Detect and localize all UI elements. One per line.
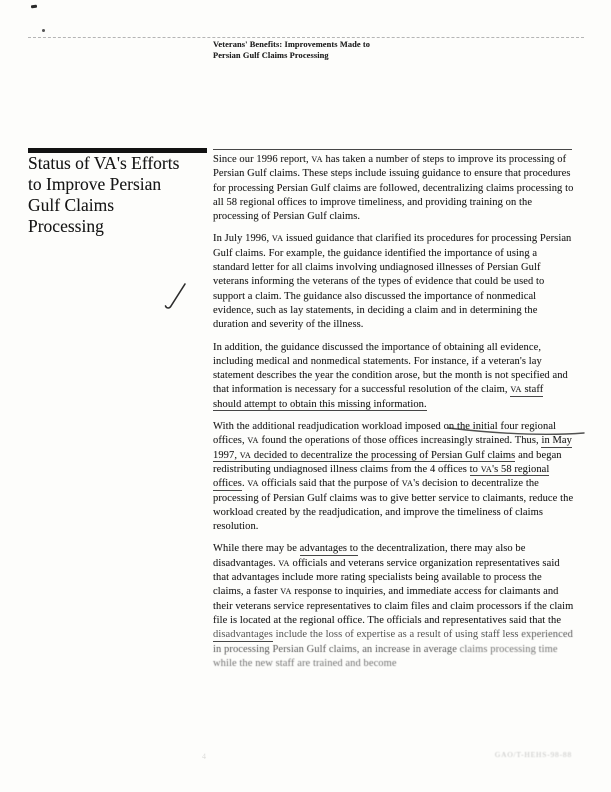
section-heading-line: to Improve Persian: [28, 174, 162, 194]
va-smallcaps: VA: [510, 385, 522, 395]
va-smallcaps: VA: [278, 558, 290, 568]
running-header: [213, 40, 370, 61]
body-paragraph: In addition, the guidance discussed the importance of obtaining all evidence, including medical and nonmedical statements. For instance, if a veteran's lay statement describes the year the condition arose, but the month is not specified and that information is necessary for a successful resolution of the claim, VA staff should attempt to obtain this missing information.: [213, 341, 568, 410]
page-number: 4: [202, 752, 206, 761]
section-heading-bar: [28, 148, 207, 153]
body-paragraph: While there may be advantages to the decentralization, there may also be disadvantages. VA officials and veterans service organization representatives said that advantages include more rating specialists being available to process the claims, a faster VA response to inquiries, and immediate access for claimants and their veterans service representatives to claim files and claim processors if the claim file is located at the regional office. The officials and representatives said that the disadvantages include the loss of expertise as a result of using staff less experienced in processing Persian Gulf claims, an increase in average claims processing time while the new staff are trained and become: [213, 543, 574, 669]
va-smallcaps: VA: [480, 464, 493, 474]
body-paragraph: With the additional readjudication workload imposed on the initial four regional offices, VA found the operations of those offices increasingly strained. Thus, in May 1997, VA decided to decentralize the processing of Persian Gulf claims and began redistributing undiagnosed illness claims from the 4 offices to VA's 58 regional offices. VA officials said that the purpose of VA's decision to decentralize the processing of Persian Gulf claims was to give better service to claimants, reduce the workload created by the readjudication, and improve the timeliness of claims resolution.: [213, 421, 574, 533]
scan-speck: [31, 5, 37, 9]
report-number: GAO/T-HEHS-98-88: [494, 750, 572, 759]
va-smallcaps: VA: [239, 450, 252, 460]
body-text-column: [213, 153, 574, 679]
va-smallcaps: VA: [271, 234, 284, 244]
body-paragraph: Since our 1996 report, VA has taken a number of steps to improve its processing of Persian Gulf claims. These steps include issuing guidance to ensure that procedures for processing Persian Gulf claims are followed, decentralizing claims processing to all 58 regional offices to improve timeliness, and providing training on the processing of Persian Gulf claims.: [213, 154, 574, 223]
checkmark-icon: [162, 281, 188, 313]
va-smallcaps: VA: [247, 479, 259, 489]
running-header-line2: Persian Gulf Claims Processing: [213, 50, 329, 60]
va-smallcaps: VA: [401, 479, 414, 489]
section-heading-line: Status of VA's Efforts: [28, 153, 180, 173]
scan-speck: [42, 29, 45, 32]
va-smallcaps: VA: [311, 155, 323, 164]
running-header-line1: Veterans' Benefits: Improvements Made to: [213, 40, 371, 49]
section-heading: [28, 153, 179, 237]
top-scan-rule: [28, 37, 584, 38]
section-heading-line: Gulf Claims: [28, 195, 115, 215]
section-heading-line: Processing: [28, 216, 104, 236]
body-top-rule: [213, 149, 572, 150]
va-smallcaps: VA: [247, 436, 259, 446]
body-paragraph: In July 1996, VA issued guidance that clarified its procedures for processing Persian Gulf claims. For example, the guidance identified the importance of using a standard letter for all claims involving undiagnosed illnesses of Persian Gulf veterans informing the veterans of the types of evidence that could be used to support a claim. The guidance also discussed the importance of nonmedical evidence, such as lay statements, in deciding a claim and in determining the duration and severity of the illness.: [213, 233, 572, 331]
va-smallcaps: VA: [280, 587, 292, 597]
